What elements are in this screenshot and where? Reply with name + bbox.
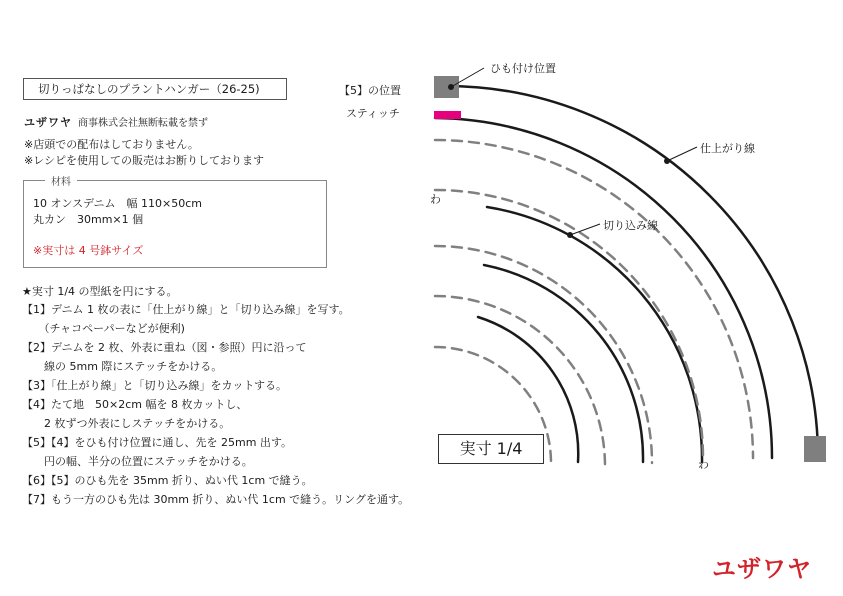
stitch-dash-arc xyxy=(435,246,652,463)
materials-heading: 材料 xyxy=(45,173,77,188)
instruction-step: 円の幅、半分の位置にステッチをかける。 xyxy=(22,455,253,468)
pattern-title: 切りっぱなしのプラントハンガー（26-25) xyxy=(23,78,287,100)
instruction-step: 線の 5mm 際にステッチをかける。 xyxy=(22,360,223,373)
instruction-step: （チャコペーパーなどが便利) xyxy=(22,322,185,335)
label-cut-line: 切り込み線 xyxy=(603,219,658,232)
actual-size-label: 実寸 1/4 xyxy=(438,434,544,464)
instruction-step: 【3】「仕上がり線」と「切り込み線」をカットする。 xyxy=(22,379,288,392)
brand-name: ユザワヤ xyxy=(24,116,72,129)
material-item: 10 オンスデニム 幅 110×50cm xyxy=(33,197,202,210)
instruction-step: 【1】デニム 1 枚の表に「仕上がり線」と「切り込み線」を写す。 xyxy=(22,303,350,316)
instruction-step: 【6】【5】のひも先を 35mm 折り、ぬい代 1cm で縫う。 xyxy=(22,474,313,487)
instruction-step: 【5】【4】をひも付け位置に通し、先を 25mm 出す。 xyxy=(22,436,293,449)
finish-line-arc xyxy=(446,86,818,458)
label-fold-left: わ xyxy=(430,193,441,206)
cut-line-arc xyxy=(484,265,643,462)
material-item: 丸カン 30mm×1 個 xyxy=(33,213,144,226)
copyright-text: 商事株式会社無断転載を禁ず xyxy=(78,118,208,129)
label-string-position: ひも付け位置 xyxy=(490,62,556,75)
instruction-step: 【7】もう一方のひも先は 30mm 折り、ぬい代 1cm で縫う。リングを通す。 xyxy=(22,493,410,506)
stitch-dash-arc xyxy=(435,140,753,458)
instruction-step: 【2】デニムを 2 枚、外表に重ね（図・参照）円に沿って xyxy=(22,341,307,354)
cut-line-arc xyxy=(435,118,772,458)
label-position-5: 【5】の位置 xyxy=(339,84,401,97)
string-position-marker xyxy=(804,436,826,462)
yuzawaya-logo: ユザワヤ xyxy=(712,555,812,583)
label-stitch: スティッチ xyxy=(346,107,400,120)
size-note: ※実寸は 4 号鉢サイズ xyxy=(33,244,144,257)
label-fold-bottom: わ xyxy=(698,458,709,471)
instructions-intro: ★実寸 1/4 の型紙を円にする。 xyxy=(22,285,178,298)
notice-no-sale: ※レシピを使用しての販売はお断りしております xyxy=(24,154,264,167)
stitch-marker xyxy=(434,111,461,119)
instruction-step: 2 枚ずつ外表にしステッチをかける。 xyxy=(22,417,231,430)
notice-no-distribution: ※店頭での配布はしておりません。 xyxy=(24,138,199,151)
label-finish-line: 仕上がり線 xyxy=(700,142,755,155)
instruction-step: 【4】たて地 50×2cm 幅を 8 枚カットし、 xyxy=(22,398,248,411)
string-position-marker xyxy=(434,76,459,98)
